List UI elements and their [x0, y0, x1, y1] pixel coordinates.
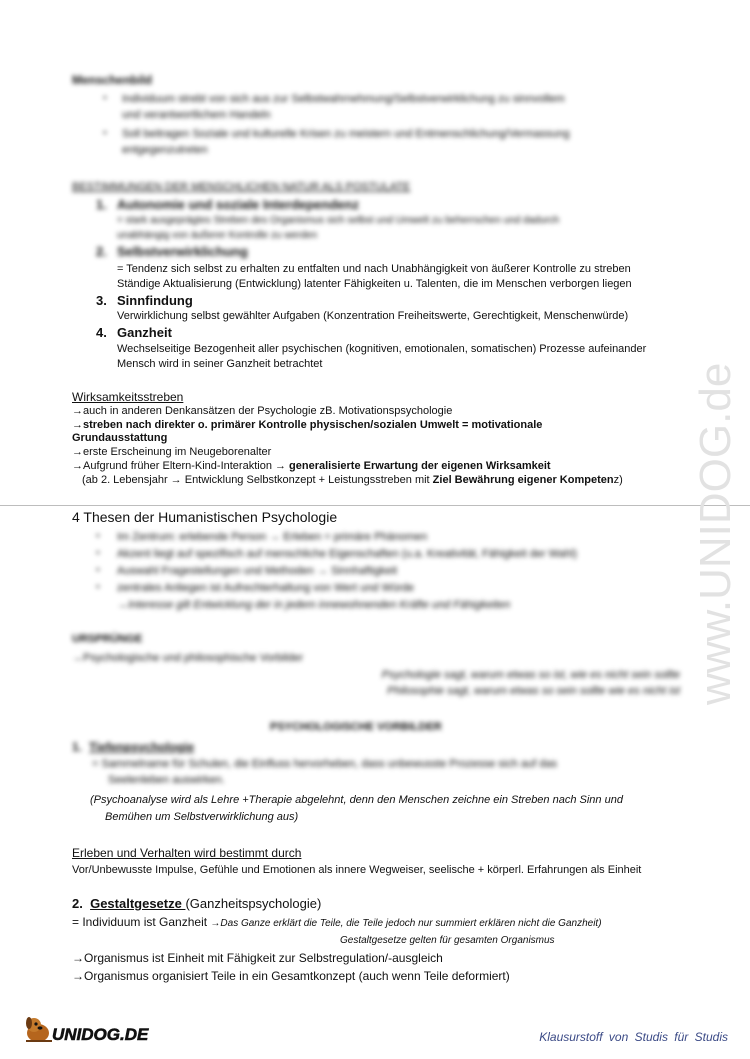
item-1-number: 1.	[96, 197, 107, 212]
bullet-dot: •	[96, 581, 100, 593]
erleben-title: Erleben und Verhalten wird bestimmt durch	[72, 846, 302, 860]
footer-logo[interactable]	[22, 1011, 162, 1052]
wirksamkeit-line-6	[82, 473, 623, 488]
gestalt-title: Gestaltgesetze	[90, 896, 186, 911]
item-2-line-2: Ständige Aktualisierung (Entwicklung) latenter Fähigkeiten u. Talenten, die im Menschen verborgen liegen	[117, 278, 632, 290]
vorbilder-item-1-line-1: = Sammelname für Schulen, die Einfluss hervorheben, dass unbewusste Prozesse sich auf das	[92, 758, 558, 770]
wirksamkeit-line-4: →erste Erscheinung im Neugeborenalter	[72, 446, 272, 458]
item-2-number: 2.	[96, 244, 107, 259]
gestalt-suffix: (Ganzheitspsychologie)	[185, 896, 322, 911]
logo-text: UNIDOG.DE	[52, 1025, 149, 1044]
menschenbild-bullet-2: Soll beitragen Soziale und kulturelle Krisen zu meistern und Entmenschlichung/Vermassung	[122, 128, 570, 140]
gestalt-line-1	[72, 914, 602, 932]
vorbilder-item-1-title: Tiefenpsychologie	[89, 740, 195, 754]
dog-logo-icon	[22, 1011, 162, 1047]
gestalt-line-4: →Organismus organisiert Teile in ein Gesamtkonzept (auch wenn Teile deformiert)	[72, 969, 510, 983]
wirksamkeit-line-5-bold: generalisierte Erwartung der eigenen Wirksamkeit	[289, 460, 551, 472]
watermark	[686, 300, 746, 730]
gestalt-heading	[72, 896, 321, 912]
urspruenge-quote-1: Psychologie sagt, warum etwas so ist, wie es nicht sein sollte	[381, 669, 680, 681]
wirksamkeit-line-3: Grundausstattung	[72, 432, 168, 444]
bullet-dot: •	[96, 564, 100, 576]
psychoanalyse-line-1: (Psychoanalyse wird als Lehre +Therapie abgelehnt, denn den Menschen zeichne ein Streben nach Sinn und	[90, 794, 623, 806]
thesen-title: 4 Thesen der Humanistischen Psychologie	[72, 509, 338, 525]
bullet-dot: •	[103, 92, 107, 104]
item-3-number: 3.	[96, 293, 107, 308]
item-4-title: Ganzheit	[117, 325, 172, 340]
vorbilder-item-1-line-2: Seelenleben auswirken.	[108, 774, 225, 786]
item-2-line-1: = Tendenz sich selbst zu erhalten zu entfalten und nach Unabhängigkeit von äußerer Kontrolle zu streben	[117, 263, 631, 275]
thesen-bullet-4: zentrales Anliegen ist Aufrechterhaltung von Wert und Würde	[117, 582, 414, 594]
vorbilder-item-1-number: 1.	[72, 740, 83, 754]
wirksamkeit-line-5-plain: →Aufgrund früher Eltern-Kind-Interaktion →	[72, 460, 290, 472]
wirksamkeit-line-5	[72, 459, 551, 474]
urspruenge-quote-2: Philosophie sagt, warum etwas so sein sollte wie es nicht ist	[387, 685, 680, 697]
item-4-line-2: Mensch wird in seiner Ganzheit betrachtet	[117, 358, 323, 370]
urspruenge-line: →Psychologische und philosophische Vorbilder	[72, 652, 304, 664]
wirksamkeit-title: Wirksamkeitsstreben	[72, 390, 184, 404]
bullet-dot: •	[96, 547, 100, 559]
section-divider	[0, 505, 750, 506]
psychoanalyse-line-2: Bemühen um Selbstverwirklichung aus)	[105, 811, 299, 823]
gestalt-line-3: →Organismus ist Einheit mit Fähigkeit zur Selbstregulation/-ausgleich	[72, 951, 443, 965]
item-4-line-1: Wechselseitige Bezogenheit aller psychischen (kognitiven, emotionalen, somatischen) Prozesse aufeinander	[117, 343, 647, 355]
item-3-line-1: Verwirklichung selbst gewählter Aufgaben (Konzentration Freiheitswerte, Gerechtigkeit, Menschenwürde)	[117, 310, 629, 322]
gestalt-number: 2.	[72, 896, 83, 911]
gestalt-line-1-main: = Individuum ist Ganzheit	[72, 915, 211, 929]
item-4-number: 4.	[96, 325, 107, 340]
bestimmungen-heading: BESTIMMUNGEN DER MENSCHLICHEN NATUR ALS POSTULATE	[72, 181, 411, 193]
thesen-sub: →Interesse gilt Entwicklung der in jedem innewohnenden Kräfte und Fähigkeiten	[117, 599, 511, 611]
item-3-title: Sinnfindung	[117, 293, 193, 308]
watermark-svg	[686, 300, 746, 730]
menschenbild-bullet-1-cont: und verantwortlichem Handeln	[122, 109, 271, 121]
bullet-dot: •	[96, 530, 100, 542]
bullet-dot: •	[103, 127, 107, 139]
thesen-bullet-1: Im Zentrum: erlebende Person → Erleben = primäre Phänomen	[117, 531, 428, 543]
wirksamkeit-line-6-plain: (ab 2. Lebensjahr → Entwicklung Selbstkonzept + Leistungsstreben mit	[82, 474, 433, 486]
thesen-bullet-2: Akzent liegt auf spezifisch auf menschliche Eigenschaften (u.a. Kreativität, Fähigkeit der Wahl)	[117, 548, 577, 560]
gestalt-line-1-note: →Das Ganze erklärt die Teile, die Teile jedoch nur summiert erklären nicht die Ganzheit)	[210, 918, 602, 929]
watermark-text: www.UNIDOG.de	[691, 362, 740, 705]
gestalt-line-2: Gestaltgesetze gelten für gesamten Organismus	[340, 935, 555, 946]
menschenbild-title: Menschenbild	[72, 73, 153, 87]
item-1-title: Autonomie und soziale Interdependenz	[117, 197, 359, 212]
wirksamkeit-line-6-bold: Ziel Bewährung eigener Kompeten	[432, 474, 614, 486]
wirksamkeit-line-6-end: z)	[613, 474, 623, 486]
menschenbild-bullet-2-cont: entgegenzutreten	[122, 144, 208, 156]
footer-tagline: Klausurstoff von Studis für Studis	[539, 1030, 728, 1044]
thesen-bullet-3: Auswahl Fragestellungen und Methoden → Sinnhaftigkeit	[117, 565, 398, 577]
vorbilder-heading: PSYCHOLOGISCHE VORBILDER	[270, 721, 442, 733]
urspruenge-title: URSPRÜNGE	[72, 633, 143, 645]
wirksamkeit-line-1: →auch in anderen Denkansätzen der Psychologie zB. Motivationspsychologie	[72, 405, 453, 417]
erleben-line: Vor/Unbewusste Impulse, Gefühle und Emotionen als innere Wegweiser, seelische + körperl. Erfahrungen als Einheit	[72, 864, 642, 876]
menschenbild-bullet-1: Individuum strebt von sich aus zur Selbstwahrnehmung/Selbstverwirklichung zu sinnvollem	[122, 93, 565, 105]
item-2-title: Selbstverwirklichung	[117, 244, 248, 259]
item-1-line-2: unabhängig von äußerer Kontrolle zu werden	[117, 230, 318, 241]
wirksamkeit-line-2: →streben nach direkter o. primärer Kontrolle physischen/sozialen Umwelt = motivationale	[72, 419, 543, 431]
item-1-line-1: = stark ausgeprägtes Streben des Organismus sich selbst und Umwelt zu beherrschen und dadurch	[117, 215, 560, 226]
